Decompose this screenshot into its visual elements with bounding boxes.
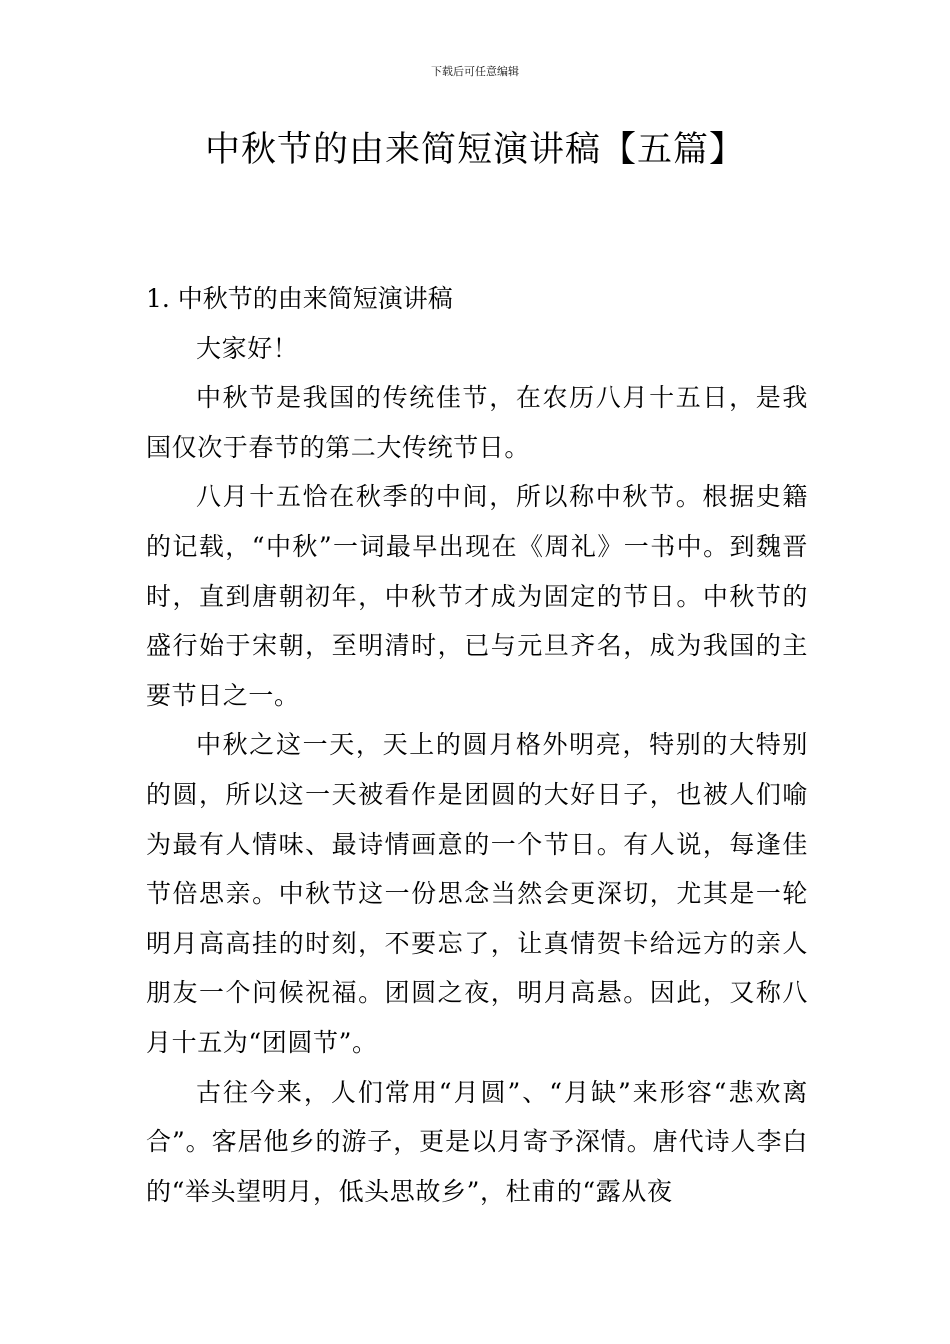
document-body	[146, 274, 808, 1216]
paragraph: 八月十五恰在秋季的中间，所以称中秋节。根据史籍的记载，“中秋”一词最早出现在《周礼》一书中。到魏晋时，直到唐朝初年，中秋节才成为固定的节日。中秋节的盛行始于宋朝，至明清时，已与元旦齐名，成为我国的主要节日之一。	[146, 482, 808, 710]
document-title: 中秋节的由来简短演讲稿【五篇】	[204, 130, 745, 170]
section-heading: 1. 中秋节的由来简短演讲稿	[146, 284, 453, 313]
paragraph: 古往今来，人们常用“月圆”、“月缺”来形容“悲欢离合”。客居他乡的游子，更是以月寄予深情。唐代诗人李白的“举头望明月，低头思故乡”，杜甫的“露从夜	[146, 1077, 808, 1206]
header-note: 下载后可任意编辑	[431, 65, 519, 78]
paragraph: 中秋节是我国的传统佳节，在农历八月十五日，是我国仅次于春节的第二大传统节日。	[146, 383, 808, 462]
paragraph: 中秋之这一天，天上的圆月格外明亮，特别的大特别的圆，所以这一天被看作是团圆的大好日子，也被人们喻为最有人情味、最诗情画意的一个节日。有人说，每逢佳节倍思亲。中秋节这一份思念当然会更深切，尤其是一轮明月高高挂的时刻，不要忘了，让真情贺卡给远方的亲人朋友一个问候祝福。团圆之夜，明月高悬。因此，又称八月十五为“团圆节”。	[146, 730, 808, 1057]
paragraph-greeting: 大家好！	[196, 333, 299, 363]
